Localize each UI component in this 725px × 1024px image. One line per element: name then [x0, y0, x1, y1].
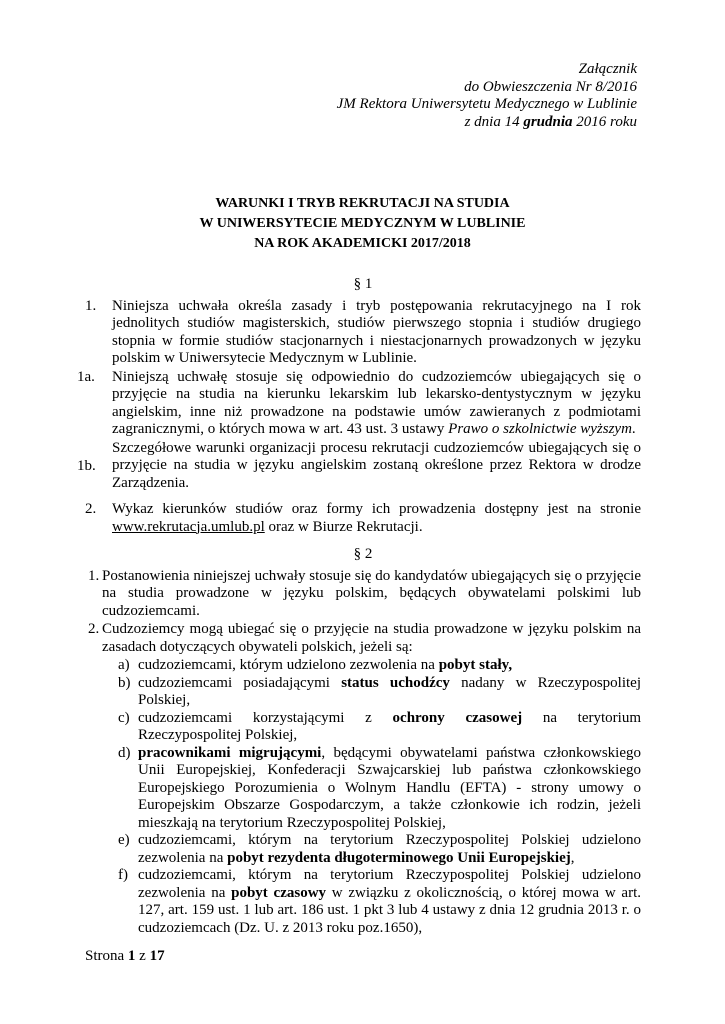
s1-p2-number: 2.: [85, 501, 97, 517]
section-1-heading: § 1: [353, 276, 373, 292]
s2-point-b: b) cudzoziemcami posiadającymi status uchodźcy nadany w Rzeczypospolitej Polskiej,: [118, 674, 641, 708]
current-page-number: 1: [127, 948, 136, 964]
document-body: [77, 276, 641, 937]
total-page-count: 17: [149, 948, 165, 964]
s1-paragraph-2: 2. Wykaz kierunków studiów oraz formy ich prowadzenia dostępny jest na stronie www.rekrutacja.umlub.pl oraz w Biurze Rekrutacji.: [85, 501, 641, 535]
s2-paragraph-2: 2. Cudzoziemcy mogą ubiegać się o przyjęcie na studia prowadzone w języku polskim na zasadach dotyczących obywateli polskich, jeżeli są:: [88, 621, 641, 655]
section-2-heading: § 2: [353, 546, 373, 562]
header-line-3: JM Rektora Uniwersytetu Medycznego w Lublinie: [336, 96, 637, 112]
s1-paragraph-1: 1. Niniejsza uchwała określa zasady i tryb postępowania rekrutacyjnego na I rok jednolitych studiów magisterskich, studiów pierwszego stopnia i studiów drugiego stopnia w formie studiów stacjonarnych i niestacjonarnych prowadzonych w języku polskim w Uniwersytecie Medycznym w Lublinie.: [85, 297, 641, 366]
s2-point-e: e) cudzoziemcami, którym na terytorium Rzeczypospolitej Polskiej udzielono zezwolenia na pobyt rezydenta długoterminowego Unii Europejskiej,: [118, 832, 641, 866]
page-footer: Strona 1 z 17: [85, 948, 165, 964]
header-line-4: z dnia 14 grudnia 2016 roku: [464, 113, 637, 130]
s1-p1a-number: 1a.: [77, 368, 95, 385]
s2-point-c: c) cudzoziemcami korzystającymi z ochrony czasowej na terytorium Rzeczypospolitej Polskiej,: [118, 709, 641, 743]
title-line-1: WARUNKI I TRYB REKRUTACJI NA STUDIA: [215, 196, 510, 211]
s2-paragraph-1: 1. Postanowienia niniejszej uchwały stosuje się do kandydatów ubiegających się o przyjęcie na studia prowadzone w języku polskim, będących obywatelami polskimi lub cudzoziemcami.: [88, 567, 641, 619]
s2-point-d: d) pracownikami migrującymi, będącymi obywatelami państwa członkowskiego Unii Europejskiej, Konfederacji Szwajcarskiej lub państwa członkowskiego Europejskiego Porozumienia o Wolnym Handlu (EFTA) - strony umowy o Europejskim Obszarze Gospodarczym, a także członkowie ich rodzin, jeżeli mieszkają na terytorium Rzeczypospolitej Polskiej,: [118, 744, 641, 831]
s1-paragraph-1a: 1a. Niniejszą uchwałę stosuje się odpowiednio do cudzoziemców ubiegających się o przyjęcie na studia na kierunku lekarskim lub lekarsko-dentystycznym w języku angielskim, inne niż prowadzone na podstawie umów zawieranych z podmiotami zagranicznymi, o których mowa w art. 43 ust. 3 ustawy Prawo o szkolnictwie wyższym.: [77, 368, 641, 437]
recruitment-website-link[interactable]: www.rekrutacja.umlub.pl: [112, 518, 265, 535]
document-title: [85, 194, 640, 254]
header-line-1: Załącznik: [578, 61, 637, 77]
attachment-header: [237, 61, 637, 131]
s1-p1b-number: 1b.: [77, 457, 96, 474]
header-line-2: do Obwieszczenia Nr 8/2016: [464, 78, 637, 95]
s2-point-a: a) cudzoziemcami, którym udzielono zezwolenia na pobyt stały,: [118, 657, 513, 673]
title-line-3: NA ROK AKADEMICKI 2017/2018: [254, 236, 471, 251]
s2-p2-number: 2.: [88, 621, 100, 637]
s1-p1-number: 1.: [85, 297, 97, 314]
title-line-2: W UNIWERSYTECIE MEDYCZNYM W LUBLINIE: [199, 216, 526, 231]
s2-point-f: f) cudzoziemcami, którym na terytorium Rzeczypospolitej Polskiej udzielono zezwolenia na pobyt czasowy w związku z okolicznością, o której mowa w art. 127, art. 159 ust. 1 lub art. 186 ust. 1 pkt 3 lub 4 ustawy z dnia 12 grudnia 2013 r. o cudzoziemcach (Dz. U. z 2013 roku poz.1650),: [118, 867, 641, 936]
s2-p1-number: 1.: [88, 567, 100, 584]
s1-paragraph-1b: 1b. Szczegółowe warunki organizacji procesu rekrutacji cudzoziemców ubiegających się o przyjęcie na studia w języku angielskim zostaną określone przez Rektora w drodze Zarządzenia.: [77, 439, 641, 491]
